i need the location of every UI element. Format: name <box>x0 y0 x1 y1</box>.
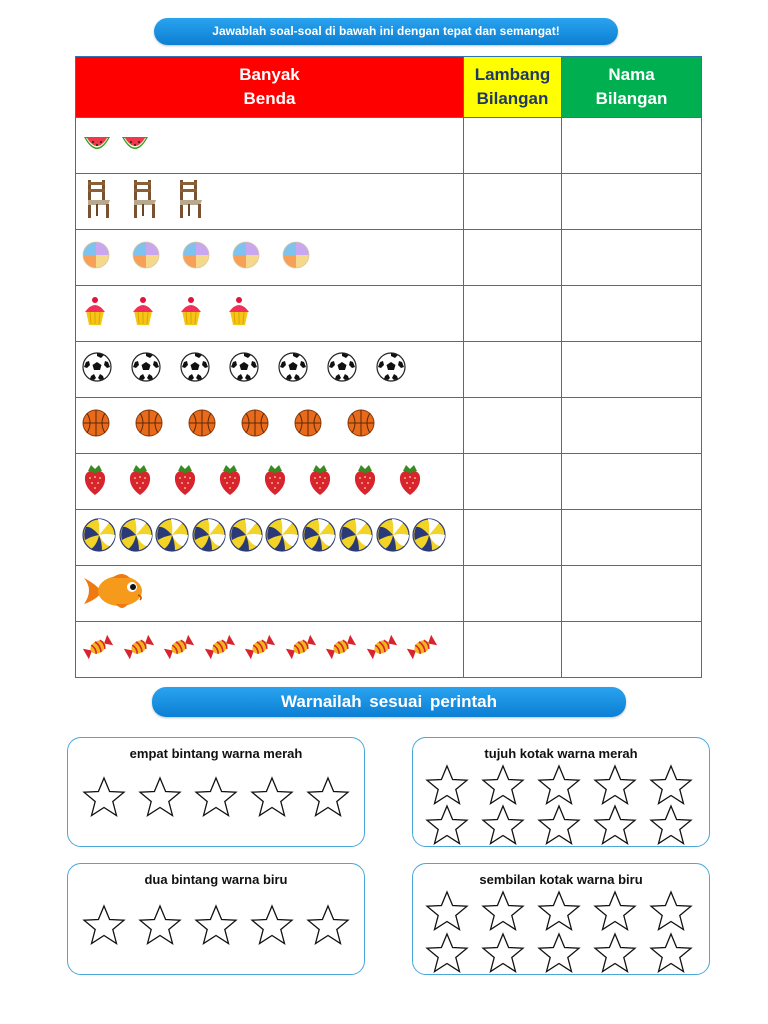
strawberry-icon <box>127 461 153 502</box>
star-row <box>423 890 703 937</box>
candy-icon <box>406 633 438 666</box>
soccer-ball-icon <box>278 352 308 387</box>
cupcake-icon <box>178 295 204 332</box>
goldfish-icon <box>82 570 152 617</box>
candy-icon <box>285 633 317 666</box>
star-outline-icon[interactable] <box>136 776 184 823</box>
beach-ball-icon <box>282 241 310 274</box>
objects-group <box>82 118 463 173</box>
table-row <box>76 398 702 454</box>
volleyball-icon <box>339 518 373 557</box>
objects-group <box>82 398 463 453</box>
beach-ball-icon <box>182 241 210 274</box>
star-outline-icon[interactable] <box>136 904 184 951</box>
star-outline-icon[interactable] <box>647 804 695 851</box>
volleyball-icon <box>82 518 116 557</box>
star-outline-icon[interactable] <box>248 776 296 823</box>
chair-icon <box>174 178 206 225</box>
header-banyak-line1: Banyak <box>239 65 300 84</box>
star-row <box>423 932 703 979</box>
basketball-icon <box>347 409 375 442</box>
header-lambang-line2: Bilangan <box>476 89 549 108</box>
header-nama-line2: Bilangan <box>595 89 668 108</box>
card-title: tujuh kotak warna merah <box>484 746 638 761</box>
objects-group <box>82 622 463 677</box>
beach-ball-icon <box>132 241 160 274</box>
card-title: sembilan kotak warna biru <box>479 872 643 887</box>
candy-icon <box>123 633 155 666</box>
header-nama-line1: Nama <box>608 65 655 84</box>
star-outline-icon[interactable] <box>192 776 240 823</box>
nama-answer-cell[interactable] <box>562 510 702 566</box>
strawberry-icon <box>397 461 423 502</box>
lambang-answer-cell[interactable] <box>464 342 562 398</box>
nama-answer-cell[interactable] <box>562 286 702 342</box>
volleyball-icon <box>376 518 410 557</box>
star-outline-icon[interactable] <box>591 804 639 851</box>
star-outline-icon[interactable] <box>423 890 471 937</box>
volleyball-icon <box>119 518 153 557</box>
star-outline-icon[interactable] <box>479 932 527 979</box>
star-row <box>80 776 360 823</box>
star-outline-icon[interactable] <box>80 904 128 951</box>
strawberry-icon <box>172 461 198 502</box>
lambang-answer-cell[interactable] <box>464 566 562 622</box>
star-outline-icon[interactable] <box>647 890 695 937</box>
star-outline-icon[interactable] <box>423 932 471 979</box>
objects-cell <box>76 118 464 174</box>
cupcake-icon <box>82 295 108 332</box>
card-title: empat bintang warna merah <box>129 746 303 761</box>
objects-cell <box>76 342 464 398</box>
objects-cell <box>76 174 464 230</box>
nama-answer-cell[interactable] <box>562 566 702 622</box>
table-row <box>76 454 702 510</box>
table-row <box>76 566 702 622</box>
coloring-banner <box>152 687 626 717</box>
nama-answer-cell[interactable] <box>562 398 702 454</box>
card-empat-bintang <box>67 737 365 847</box>
star-outline-icon[interactable] <box>535 932 583 979</box>
objects-group <box>82 174 463 229</box>
lambang-answer-cell[interactable] <box>464 230 562 286</box>
candy-icon <box>163 633 195 666</box>
card-dua-bintang <box>67 863 365 975</box>
candy-icon <box>325 633 357 666</box>
soccer-ball-icon <box>131 352 161 387</box>
star-outline-icon[interactable] <box>535 890 583 937</box>
candy-icon <box>366 633 398 666</box>
lambang-answer-cell[interactable] <box>464 286 562 342</box>
cupcake-icon <box>130 295 156 332</box>
objects-cell <box>76 454 464 510</box>
nama-answer-cell[interactable] <box>562 622 702 678</box>
chair-icon <box>128 178 160 225</box>
header-lambang-line1: Lambang <box>474 65 551 84</box>
table-header-row <box>76 57 702 118</box>
strawberry-icon <box>217 461 243 502</box>
nama-answer-cell[interactable] <box>562 454 702 510</box>
card-tujuh-kotak <box>412 737 710 847</box>
lambang-answer-cell[interactable] <box>464 454 562 510</box>
star-outline-icon[interactable] <box>647 932 695 979</box>
objects-group <box>82 230 463 285</box>
objects-group <box>82 454 463 509</box>
table-row <box>76 286 702 342</box>
strawberry-icon <box>82 461 108 502</box>
star-outline-icon[interactable] <box>304 776 352 823</box>
objects-cell <box>76 510 464 566</box>
card-sembilan-kotak <box>412 863 710 975</box>
objects-cell <box>76 566 464 622</box>
lambang-answer-cell[interactable] <box>464 118 562 174</box>
star-outline-icon[interactable] <box>479 890 527 937</box>
star-row <box>423 804 703 851</box>
strawberry-icon <box>307 461 333 502</box>
card-title: dua bintang warna biru <box>144 872 288 887</box>
nama-answer-cell[interactable] <box>562 174 702 230</box>
table-row <box>76 118 702 174</box>
soccer-ball-icon <box>229 352 259 387</box>
watermelon-icon <box>120 131 150 160</box>
cupcake-icon <box>226 295 252 332</box>
watermelon-icon <box>82 131 112 160</box>
nama-answer-cell[interactable] <box>562 342 702 398</box>
star-outline-icon[interactable] <box>535 804 583 851</box>
objects-group <box>82 342 463 397</box>
volleyball-icon <box>192 518 226 557</box>
instruction-text: Jawablah soal-soal di bawah ini dengan tepat dan semangat! <box>212 24 560 38</box>
header-banyak-benda <box>76 57 464 118</box>
star-outline-icon[interactable] <box>192 904 240 951</box>
objects-cell <box>76 622 464 678</box>
table-row <box>76 342 702 398</box>
volleyball-icon <box>155 518 189 557</box>
table-row <box>76 622 702 678</box>
star-outline-icon[interactable] <box>80 776 128 823</box>
volleyball-icon <box>265 518 299 557</box>
star-outline-icon[interactable] <box>591 890 639 937</box>
candy-icon <box>82 633 114 666</box>
basketball-icon <box>241 409 269 442</box>
table-row <box>76 174 702 230</box>
volleyball-icon <box>229 518 263 557</box>
header-lambang-bilangan <box>464 57 562 118</box>
candy-icon <box>244 633 276 666</box>
star-outline-icon[interactable] <box>248 904 296 951</box>
header-nama-bilangan <box>562 57 702 118</box>
objects-group <box>82 566 463 621</box>
table-row <box>76 230 702 286</box>
star-outline-icon[interactable] <box>591 932 639 979</box>
chair-icon <box>82 178 114 225</box>
counting-table <box>75 56 702 678</box>
strawberry-icon <box>352 461 378 502</box>
coloring-banner-text: Warnailah sesuai perintah <box>280 692 498 711</box>
basketball-icon <box>135 409 163 442</box>
star-outline-icon[interactable] <box>304 904 352 951</box>
lambang-answer-cell[interactable] <box>464 510 562 566</box>
objects-group <box>82 286 463 341</box>
objects-group <box>82 510 463 565</box>
instruction-banner <box>154 18 618 45</box>
lambang-answer-cell[interactable] <box>464 398 562 454</box>
nama-answer-cell[interactable] <box>562 230 702 286</box>
lambang-answer-cell[interactable] <box>464 622 562 678</box>
volleyball-icon <box>302 518 336 557</box>
star-outline-icon[interactable] <box>423 804 471 851</box>
header-banyak-line2: Benda <box>243 89 296 108</box>
soccer-ball-icon <box>180 352 210 387</box>
basketball-icon <box>294 409 322 442</box>
beach-ball-icon <box>232 241 260 274</box>
objects-cell <box>76 230 464 286</box>
soccer-ball-icon <box>376 352 406 387</box>
beach-ball-icon <box>82 241 110 274</box>
star-outline-icon[interactable] <box>479 804 527 851</box>
objects-cell <box>76 398 464 454</box>
objects-cell <box>76 286 464 342</box>
strawberry-icon <box>262 461 288 502</box>
table-row <box>76 510 702 566</box>
candy-icon <box>204 633 236 666</box>
basketball-icon <box>82 409 110 442</box>
soccer-ball-icon <box>82 352 112 387</box>
soccer-ball-icon <box>327 352 357 387</box>
nama-answer-cell[interactable] <box>562 118 702 174</box>
star-row <box>80 904 360 951</box>
lambang-answer-cell[interactable] <box>464 174 562 230</box>
volleyball-icon <box>412 518 446 557</box>
basketball-icon <box>188 409 216 442</box>
